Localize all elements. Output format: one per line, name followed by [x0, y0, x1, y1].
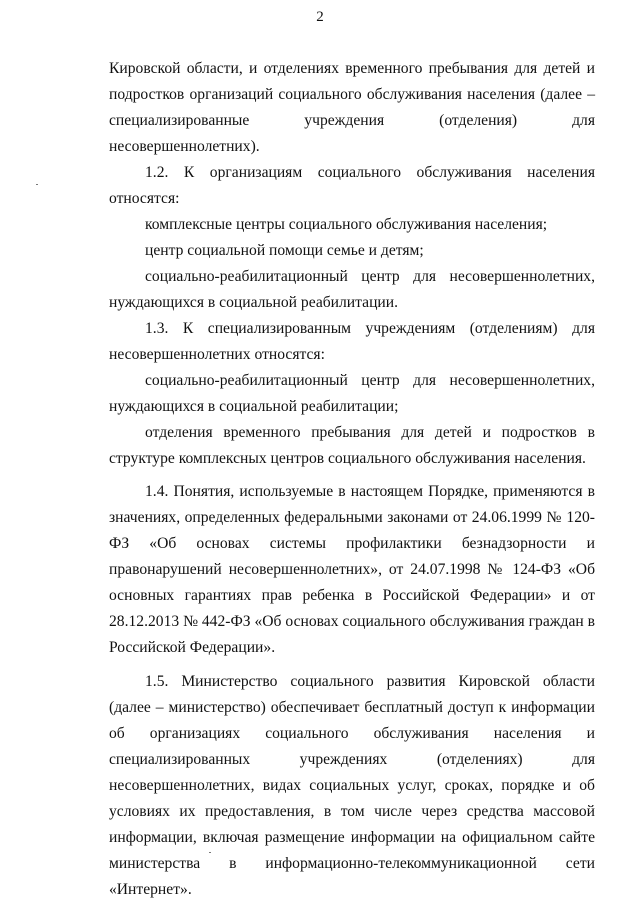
list-item-family-help-center: центр социальной помощи семье и детям; — [145, 242, 424, 259]
paragraph-1-5: 1.5. Министерство социального развития Кировской области (далее – министерство) обеспечивает бесплатный доступ к информации об организациях социального обслуживания населения и специализированных учреждениях (отделениях) для несовершеннолетних, видах социальных услуг, сроках, порядке и об условиях их предоставления, в том числе через средства массовой информации, включая размещение информации на официальном сайте министерства в информационно-телекоммуникационной сети «Интернет». — [109, 673, 595, 898]
list-item-rehab-center-2: социально-реабилитационный центр для несовершеннолетних, нуждающихся в социальной реабилитации; — [109, 372, 595, 415]
paragraph-1-3: 1.3. К специализированным учреждениям (отделениям) для несовершеннолетних относятся: — [109, 320, 595, 363]
list-item-complex-centers: комплексные центры социального обслуживания населения; — [145, 216, 548, 233]
paragraph-1-4: 1.4. Понятия, используемые в настоящем Порядке, применяются в значениях, определенных федеральными законами от 24.06.1999 № 120-ФЗ «Об основах системы профилактики безнадзорности и правонарушений несовершеннолетних», от 24.07.1998 № 124-ФЗ «Об основных гарантиях прав ребенка в Российской Федерации» и от 28.12.2013 № 442-ФЗ «Об основах социального обслуживания граждан в Российской Федерации». — [109, 483, 595, 656]
scan-speck — [36, 184, 38, 185]
document-body — [109, 56, 595, 903]
paragraph-1-2: 1.2. К организациям социального обслуживания населения относятся: — [109, 164, 595, 207]
scan-speck — [209, 852, 211, 853]
page-number: 2 — [316, 9, 324, 25]
list-item-rehab-center: социально-реабилитационный центр для несовершеннолетних, нуждающихся в социальной реабилитации. — [109, 268, 595, 311]
list-item-temporary-stay-units: отделения временного пребывания для детей и подростков в структуре комплексных центров социального обслуживания населения. — [109, 424, 595, 467]
paragraph-continuation: Кировской области, и отделениях временного пребывания для детей и подростков организаций социального обслуживания населения (далее – специализированные учреждения (отделения) для несовершеннолетних). — [109, 60, 595, 155]
